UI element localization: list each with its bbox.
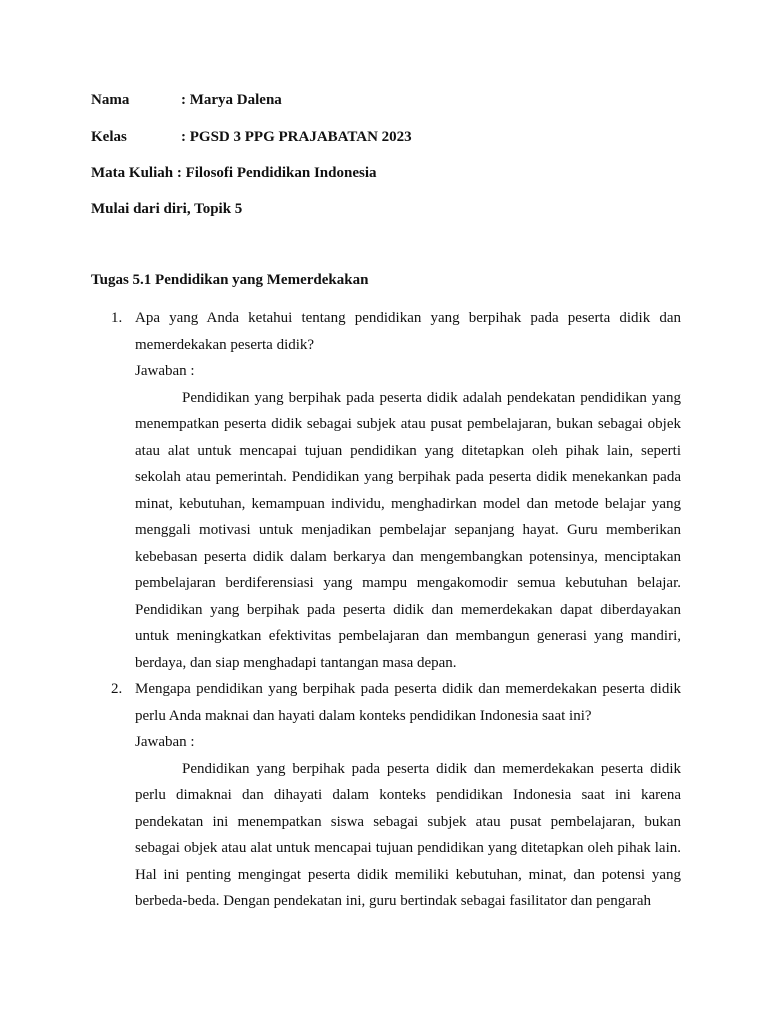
- topik-text: Mulai dari diri, Topik 5: [91, 201, 243, 217]
- question-text: Mengapa pendidikan yang berpihak pada peserta didik dan memerdekakan peserta didik perlu Anda maknai dan hayati dalam konteks pendidikan Indonesia saat ini?: [135, 681, 681, 724]
- mata-kuliah-value: : Filosofi Pendidikan Indonesia: [176, 165, 377, 181]
- answer-label: Jawaban :: [135, 363, 195, 379]
- question-number: 2.: [111, 681, 123, 697]
- answer-label: Jawaban :: [135, 734, 195, 750]
- nama-row: [91, 92, 282, 109]
- nama-label: Nama: [91, 92, 130, 108]
- answer-text: Pendidikan yang berpihak pada peserta didik dan memerdekakan peserta didik perlu dimaknai dan dihayati dalam konteks pendidikan Indonesia saat ini karena pendekatan ini menempatkan siswa sebagai subjek atau pusat pembelajaran, bukan sebagai objek atau alat untuk mencapai tujuan pendidikan yang ditetapkan oleh pihak lain. Hal ini penting mengingat peserta didik memiliki kebutuhan, minat, dan potensi yang berbeda-beda. Dengan pendekatan ini, guru bertindak sebagai fasilitator dan pengarah: [135, 760, 681, 909]
- question-item: [91, 676, 681, 915]
- question-number: 1.: [111, 310, 123, 326]
- mata-kuliah-label: Mata Kuliah: [91, 165, 174, 181]
- question-item: [91, 305, 681, 676]
- question-text: Apa yang Anda ketahui tentang pendidikan yang berpihak pada peserta didik dan memerdekakan peserta didik?: [135, 310, 681, 353]
- mata-kuliah-row: [91, 165, 376, 182]
- kelas-label: Kelas: [91, 129, 127, 145]
- kelas-value: : PGSD 3 PPG PRAJABATAN 2023: [181, 129, 412, 145]
- topik-row: [91, 201, 242, 218]
- nama-value: : Marya Dalena: [181, 92, 282, 108]
- kelas-row: [91, 129, 412, 146]
- answer-text: Pendidikan yang berpihak pada peserta didik adalah pendekatan pendidikan yang menempatkan peserta didik sebagai subjek atau pusat pembelajaran, bukan sebagai objek atau alat untuk mencapai tujuan pendidikan yang ditetapkan oleh pihak lain, seperti sekolah atau pemerintah. Pendidikan yang berpihak pada peserta didik menekankan pada minat, kebutuhan, kemampuan individu, menghadirkan model dan metode belajar yang menggali motivasi untuk menjadikan pembelajar sepanjang hayat. Guru memberikan kebebasan peserta didik dalam berkarya dan mengembangkan potensinya, menciptakan pembelajaran berdiferensiasi yang mampu mengakomodir semua kebutuhan belajar. Pendidikan yang berpihak pada peserta didik dan memerdekakan dapat diberdayakan untuk meningkatkan efektivitas pembelajaran dan membangun generasi yang mandiri, berdaya, dan siap menghadapi tantangan masa depan.: [135, 389, 681, 671]
- section-title: Tugas 5.1 Pendidikan yang Memerdekakan: [91, 272, 369, 288]
